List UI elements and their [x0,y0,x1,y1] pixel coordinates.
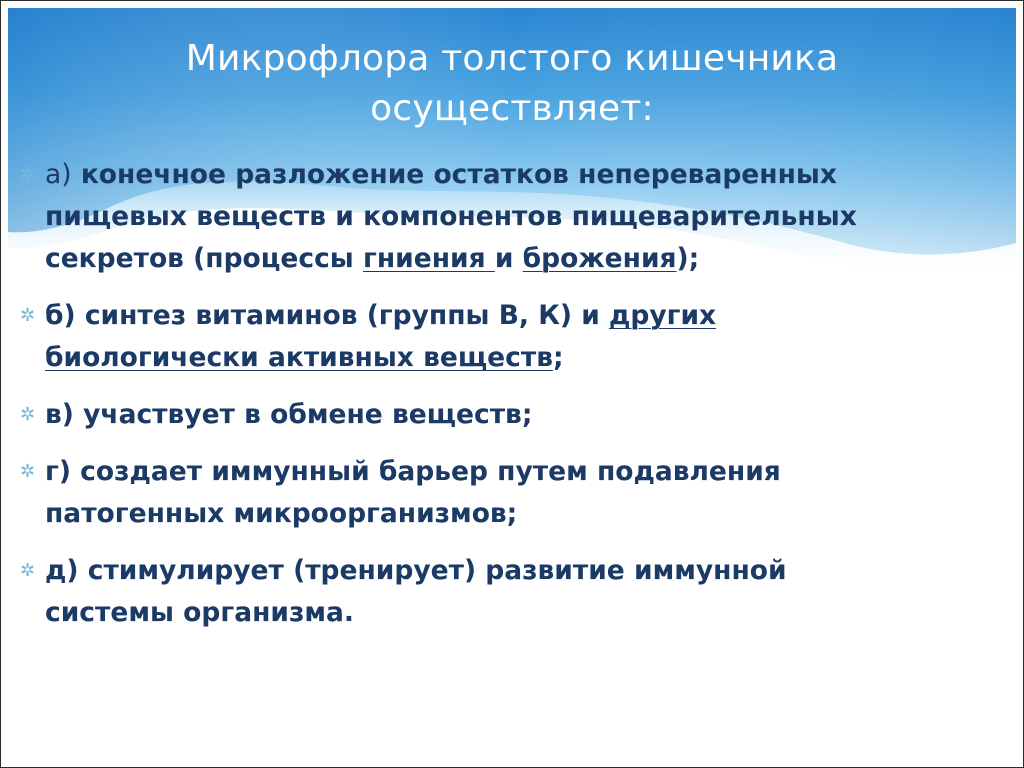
bullet-star-icon: ✲ [20,404,36,425]
list-item [20,550,1000,634]
link-bioactive-substances[interactable]: биологически активных веществ [45,342,553,373]
title-line-1: Микрофлора толстого кишечника [185,38,839,79]
item-a-line-2: пищевых веществ и компонентов пищеварительных [45,201,857,232]
item-d-line-2: патогенных микроорганизмов; [45,498,518,529]
item-a-line-1: а) конечное разложение остатков непереваренных [45,159,837,190]
title-line-2: осуществляет: [370,88,654,129]
item-d-line-1: г) создает иммунный барьер путем подавления [45,456,781,487]
list-item [20,451,1000,535]
list-item [20,154,1000,280]
slide-title [30,34,994,134]
slide [8,8,1016,760]
link-other-substances[interactable]: других [609,300,717,331]
item-e-line-2: системы организма. [45,597,354,628]
list-item [20,295,1000,379]
link-rotting[interactable]: гниения [363,243,495,274]
bullet-star-icon: ✲ [20,305,36,326]
item-a-line-3: секретов (процессы гниения и брожения); [45,243,700,274]
bullet-star-icon: ✲ [20,164,36,185]
item-b-line-2: биологически активных веществ; [45,342,564,373]
item-c-line-1: в) участвует в обмене веществ; [45,399,533,430]
bullet-list [20,154,1000,649]
bullet-star-icon: ✲ [20,560,36,581]
list-item [20,394,1000,436]
bullet-star-icon: ✲ [20,461,36,482]
item-b-line-1: б) синтез витаминов (группы В, К) и других [45,300,717,331]
item-e-line-1: д) стимулирует (тренирует) развитие иммунной [45,555,787,586]
link-fermentation[interactable]: брожения [522,243,677,274]
